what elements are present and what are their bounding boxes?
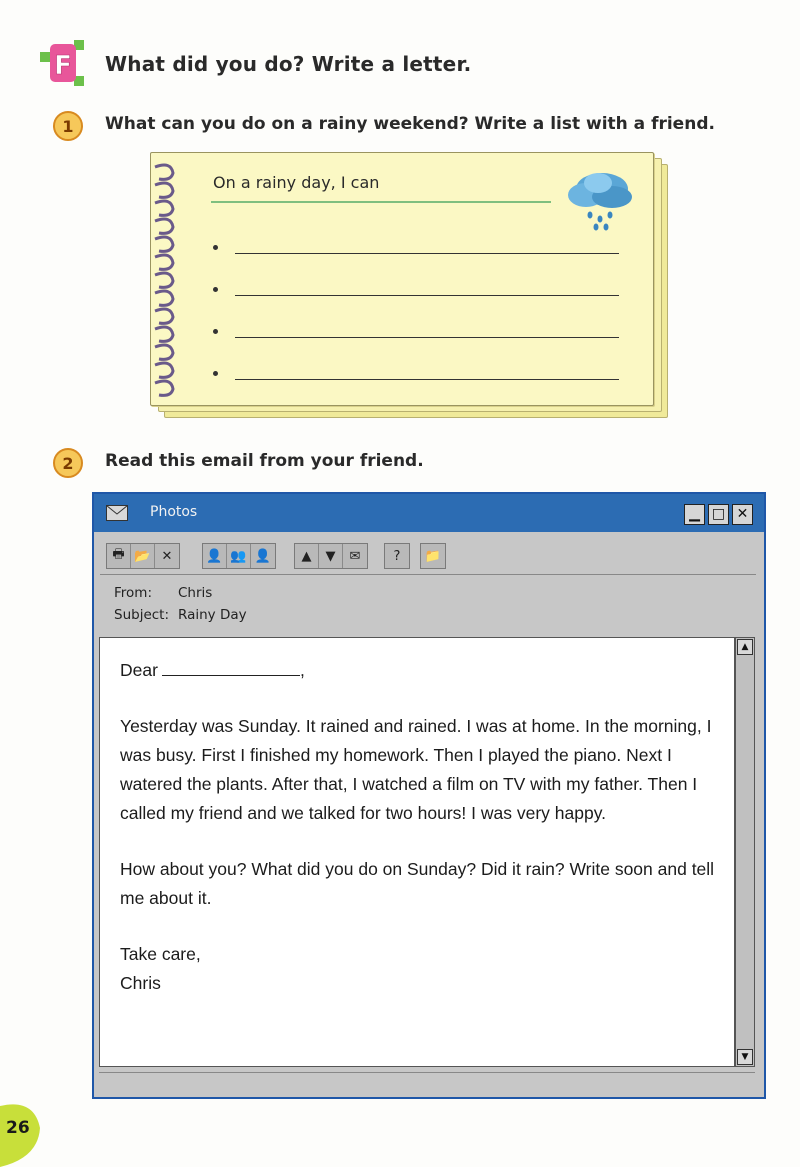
rainy-day-notebook [150,152,670,422]
step-1-number: 1 [62,117,74,136]
badge-green-square [40,52,50,62]
reply-icon[interactable]: 👤 [203,544,227,568]
mark-read-icon[interactable]: ✉ [349,548,361,564]
envelope-icon [106,505,128,521]
scroll-up-icon[interactable]: ▲ [737,639,753,655]
print-icon[interactable]: 🖶 [107,544,131,568]
bullet [213,329,218,334]
signature: Chris [120,973,161,993]
section-letter: F [54,51,72,81]
reply-all-icon[interactable]: 👥 [227,544,251,568]
write-line[interactable] [235,253,619,254]
email-toolbar [100,538,756,575]
spiral-binding-icon [149,161,189,401]
paragraph-1: Yesterday was Sunday. It rained and rained. I was at home. In the morning, I was busy. First I finished my homework. Then I played the piano. Next I watered the plants. After that, I watched a film on TV with my father. Then I called my friend and we talked for two hours! I was very happy. [120,716,712,823]
subject-row [114,604,247,626]
list-item[interactable] [213,241,621,261]
list-item[interactable] [213,367,621,387]
previous-icon[interactable]: ▲ [295,544,319,568]
from-row [114,582,247,604]
step-1-badge [52,110,84,142]
help-icon[interactable]: ? [393,548,401,564]
paragraph-2: How about you? What did you do on Sunday? Did it rain? Write soon and tell me about it. [120,859,715,908]
recipient-blank[interactable] [162,657,300,676]
section-badge [38,38,86,90]
rain-cloud-icon [556,163,636,233]
maximize-button[interactable]: □ [708,504,729,525]
step-2-number: 2 [62,454,74,473]
greeting: Dear [120,660,158,680]
from-value: Chris [178,585,213,601]
toolbar-group-new [420,543,446,569]
list-item[interactable] [213,325,621,345]
step-2-badge [52,447,84,479]
step-2-instruction: Read this email from your friend. [105,451,424,471]
bullet [213,287,218,292]
email-body-pane[interactable] [99,637,735,1067]
status-bar [99,1072,755,1093]
bullet [213,245,218,250]
notebook-title: On a rainy day, I can [213,173,380,192]
page-number: 26 [6,1118,30,1138]
toolbar-group-help [384,543,410,569]
next-icon[interactable]: ▼ [319,544,343,568]
delete-icon[interactable]: ✕ [161,548,173,564]
minimize-button[interactable]: ▁ [684,504,705,525]
subject-label: Subject: [114,607,170,623]
email-headers [114,582,247,626]
email-window [92,492,766,1099]
toolbar-group-file [106,543,180,569]
save-icon[interactable]: 📂 [131,544,155,568]
scroll-down-icon[interactable]: ▼ [737,1049,753,1065]
bullet [213,371,218,376]
write-line[interactable] [235,379,619,380]
notebook-title-underline [211,201,551,203]
close-button[interactable]: ✕ [732,504,753,525]
toolbar-group-nav [294,543,368,569]
greeting-line [120,656,720,685]
toolbar-group-reply [202,543,276,569]
list-item[interactable] [213,283,621,303]
vertical-scrollbar[interactable] [735,637,755,1067]
subject-value: Rainy Day [178,607,247,623]
closing: Take care, [120,944,201,964]
greeting-comma: , [299,660,305,680]
write-line[interactable] [235,337,619,338]
write-line[interactable] [235,295,619,296]
from-label: From: [114,585,152,601]
window-title: Photos [150,504,198,520]
notebook-page [150,152,654,406]
step-1-instruction: What can you do on a rainy weekend? Write a list with a friend. [105,114,715,134]
window-titlebar[interactable] [94,494,764,532]
email-body [120,656,720,998]
section-title: What did you do? Write a letter. [105,52,472,76]
new-folder-icon[interactable]: 📁 [424,548,442,564]
forward-icon[interactable]: 👤 [254,548,272,564]
